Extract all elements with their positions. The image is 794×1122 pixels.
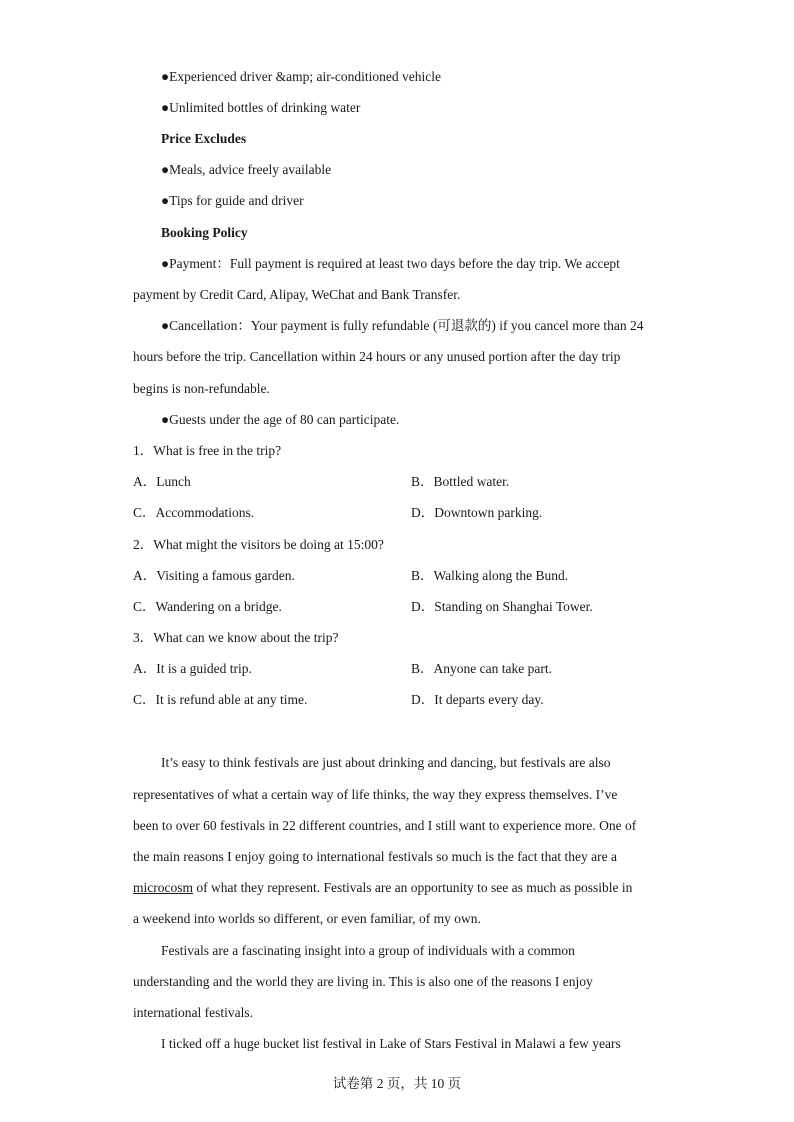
question-2-option-a: A．Visiting a famous garden. bbox=[133, 568, 295, 583]
question-1-option-a: A．Lunch bbox=[133, 474, 191, 489]
passage-paragraph-1-line-1: It’s easy to think festivals are just about drinking and dancing, but festivals are also bbox=[161, 755, 611, 770]
question-2-option-b: B．Walking along the Bund. bbox=[411, 568, 569, 583]
payment-policy-line-1: ●Payment：Full payment is required at least two days before the day trip. We accept bbox=[161, 256, 620, 271]
question-1-option-c: C．Accommodations. bbox=[133, 505, 255, 520]
question-2-option-d: D．Standing on Shanghai Tower. bbox=[411, 599, 593, 614]
cancellation-policy-line-1: ●Cancellation：Your payment is fully refundable (可退款的) if you cancel more than 24 bbox=[161, 318, 644, 333]
guests-policy: ●Guests under the age of 80 can participate. bbox=[161, 412, 400, 427]
passage-paragraph-3-line-1: I ticked off a huge bucket list festival in Lake of Stars Festival in Malawi a few years bbox=[161, 1036, 621, 1051]
passage-paragraph-1-line-5 bbox=[133, 879, 632, 897]
page-footer: 试卷第 2 页，共 10 页 bbox=[332, 1076, 462, 1091]
question-1-option-d: D．Downtown parking. bbox=[411, 505, 543, 520]
question-3-option-c: C．It is refund able at any time. bbox=[133, 692, 308, 707]
booking-policy-heading: Booking Policy bbox=[161, 225, 248, 240]
question-1-option-b: B．Bottled water. bbox=[411, 474, 510, 489]
cancellation-policy-line-2: hours before the trip. Cancellation within 24 hours or any unused portion after the day trip bbox=[133, 349, 621, 364]
question-3-option-d: D．It departs every day. bbox=[411, 692, 544, 707]
excluded-item-tips: ●Tips for guide and driver bbox=[161, 193, 304, 208]
passage-paragraph-2-line-2: understanding and the world they are living in. This is also one of the reasons I enjoy bbox=[133, 974, 593, 989]
passage-paragraph-1-line-6: a weekend into worlds so different, or even familiar, of my own. bbox=[133, 911, 481, 926]
passage-paragraph-1-line-2: representatives of what a certain way of life thinks, the way they express themselves. I’ve bbox=[133, 787, 618, 802]
question-3-option-b: B．Anyone can take part. bbox=[411, 661, 552, 676]
question-3-option-a: A．It is a guided trip. bbox=[133, 661, 252, 676]
underlined-word-microcosm: microcosm bbox=[133, 880, 193, 895]
passage-paragraph-2-line-1: Festivals are a fascinating insight into a group of individuals with a common bbox=[161, 943, 575, 958]
cancellation-policy-line-3: begins is non-refundable. bbox=[133, 381, 270, 396]
included-item-water: ●Unlimited bottles of drinking water bbox=[161, 100, 361, 115]
included-item-driver: ●Experienced driver &amp; air-conditioned vehicle bbox=[161, 69, 442, 84]
passage-paragraph-1-line-3: been to over 60 festivals in 22 different countries, and I still want to experience more. One of bbox=[133, 818, 637, 833]
payment-policy-line-2: payment by Credit Card, Alipay, WeChat and Bank Transfer. bbox=[133, 287, 461, 302]
price-excludes-heading: Price Excludes bbox=[161, 131, 247, 146]
question-2-option-c: C．Wandering on a bridge. bbox=[133, 599, 282, 614]
passage-paragraph-2-line-3: international festivals. bbox=[133, 1005, 253, 1020]
excluded-item-meals: ●Meals, advice freely available bbox=[161, 162, 332, 177]
passage-paragraph-1-line-4: the main reasons I enjoy going to international festivals so much is the fact that they are a bbox=[133, 849, 617, 864]
passage-line-5-rest: of what they represent. Festivals are an opportunity to see as much as possible in bbox=[193, 880, 633, 895]
question-1-stem: 1．What is free in the trip? bbox=[133, 443, 282, 458]
question-3-stem: 3．What can we know about the trip? bbox=[133, 630, 339, 645]
question-2-stem: 2．What might the visitors be doing at 15:00? bbox=[133, 537, 384, 552]
